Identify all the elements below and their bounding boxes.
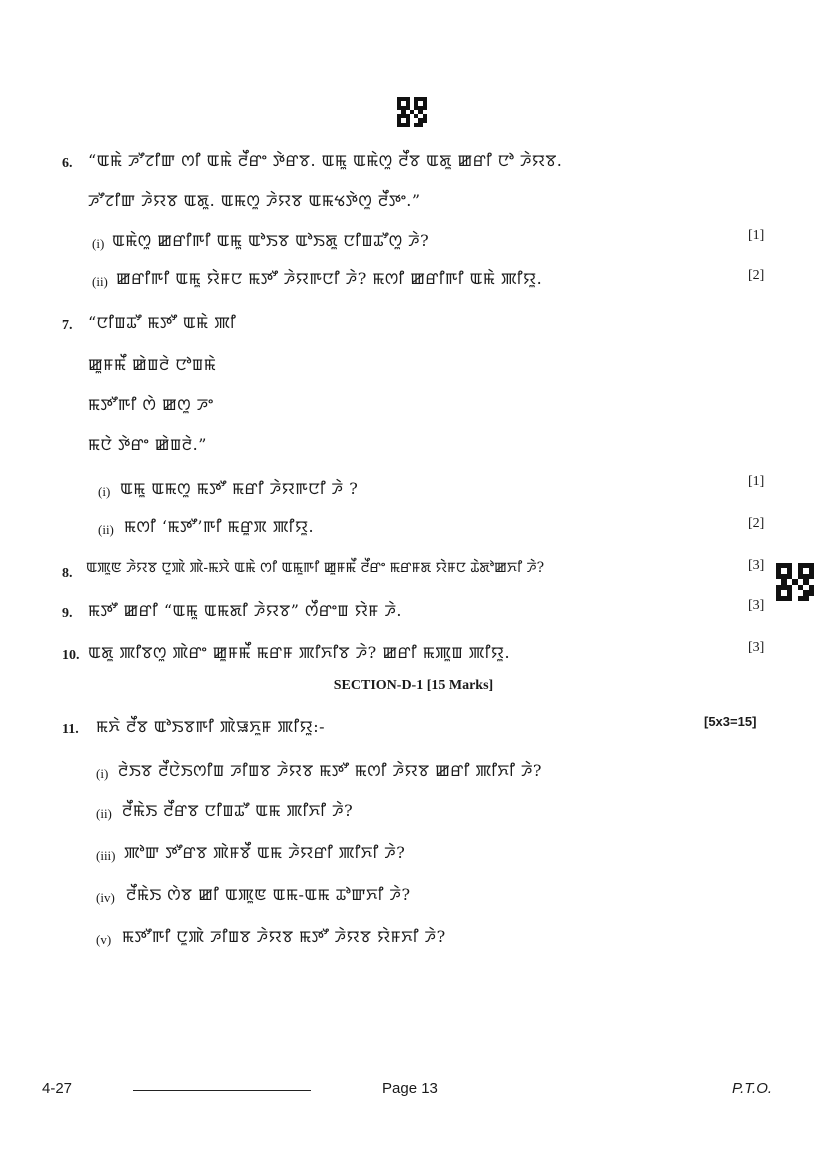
sub-label: (ii) <box>92 274 108 289</box>
sub-question-text: ꯑꯃꯥꯁꯨ ꯀꯔꯤꯒꯤ ꯑꯃꯨ ꯑꯣꯏꯕ ꯑꯣꯏꯗꯨ ꯅꯤꯡꯊꯧꯁꯨ ꯍꯥ? <box>112 231 430 250</box>
sub-question-text: ꯂꯩꯃꯥꯏ ꯂꯩꯔꯕ ꯅꯤꯡꯊꯧ ꯑꯃ ꯄꯤꯈꯤ ꯍꯥ? <box>122 801 354 820</box>
question-text: ꯃꯅꯥ ꯇꯥꯔꯦ ꯀꯥꯡꯂꯥ.” <box>88 435 207 454</box>
question-number: 10. <box>62 648 80 663</box>
qr-code-icon <box>776 563 814 601</box>
sub-question-text: ꯃꯇꯧꯒꯤ ꯅꯨꯄꯥ ꯍꯤꯡꯕ ꯍꯥꯌꯕ ꯃꯇꯧ ꯍꯥꯌꯕ ꯌꯥꯝꯈꯤ ꯍꯥ? <box>122 927 446 946</box>
question-number: 11. <box>62 722 79 737</box>
pto-label: P.T.O. <box>732 1080 773 1097</box>
sub-label: (v) <box>96 932 112 947</box>
sub-label: (i) <box>98 484 111 499</box>
sub-label: (iv) <box>96 890 115 905</box>
marks: [5x3=15] <box>704 714 757 729</box>
question-number: 7. <box>62 318 73 333</box>
marks: [1] <box>748 474 765 489</box>
sub-question-text: ꯂꯩꯃꯥꯏ ꯁꯥꯕ ꯀꯤ ꯑꯄꯨꯟ ꯑꯃ-ꯑꯃ ꯊꯣꯛꯈꯤ ꯍꯥ? <box>126 885 411 904</box>
page-number: Page 13 <box>382 1080 438 1097</box>
sub-question-text: ꯀꯔꯤꯒꯤ ꯑꯃꯨ ꯌꯥꯝꯅ ꯃꯇꯧ ꯍꯥꯌꯒꯅꯤ ꯍꯥ? ꯃꯁꯤ ꯀꯔꯤꯒꯤ ꯑꯃꯥ ꯄꯤꯌꯨ. <box>116 269 543 288</box>
question-text: “ꯅꯤꯡꯊꯧ ꯃꯇꯧ ꯑꯃꯥ ꯄꯤ <box>88 313 237 332</box>
question-text: ꯀꯨꯝꯃꯩ ꯀꯥꯡꯂꯥ ꯅꯣꯡꯃꯥ <box>88 355 217 374</box>
marks: [3] <box>748 640 765 655</box>
question-text: ꯃꯇꯧ ꯀꯔꯤ “ꯑꯃꯨ ꯑꯃꯗꯤ ꯍꯥꯌꯕ” ꯁꯩꯔꯦꯡ ꯌꯥꯝ ꯍꯥ. <box>88 601 403 620</box>
question-text: ꯑꯄꯨꯟ ꯍꯥꯌꯕ ꯅꯨꯄꯥ ꯄꯥ-ꯃꯆꯥ ꯑꯃꯥ ꯁꯤ ꯑꯃꯨꯒꯤ ꯀꯨꯝꯃꯩ ꯂꯩꯔꯦ ꯃꯔꯝꯗ ꯌꯥꯝꯅ ꯊꯥꯗꯣꯀꯈꯤ ꯍꯥ? <box>86 560 545 576</box>
sub-label: (iii) <box>96 848 116 863</box>
section-title: SECTION-D-1 [15 Marks] <box>333 678 494 693</box>
marks: [3] <box>748 598 765 613</box>
question-text: ꯃꯇꯧꯒꯤ ꯁꯥ ꯀꯁꯨ ꯍꯦ <box>88 395 214 414</box>
question-number: 8. <box>62 566 73 581</box>
sub-question-text: ꯄꯣꯛ ꯇꯧꯔꯕ ꯄꯥꯝꯕꯩ ꯑꯃ ꯍꯥꯌꯔꯤ ꯄꯤꯈꯤ ꯍꯥ? <box>124 843 406 862</box>
paper-code: 4-27 <box>42 1080 73 1097</box>
marks: [2] <box>748 268 765 283</box>
sub-question-text: ꯑꯃꯨ ꯑꯃꯁꯨ ꯃꯇꯧ ꯃꯔꯤ ꯍꯥꯌꯒꯅꯤ ꯍꯥ ? <box>120 479 359 498</box>
qr-code-icon <box>397 97 427 127</box>
sub-label: (ii) <box>98 522 114 537</box>
question-number: 9. <box>62 606 73 621</box>
marks: [2] <box>748 516 765 531</box>
marks: [1] <box>748 228 765 243</box>
sub-label: (i) <box>96 766 109 781</box>
marks: [3] <box>748 558 765 573</box>
footer-divider <box>133 1090 311 1091</box>
question-text: “ꯑꯃꯥ ꯍꯧꯖꯤꯛ ꯁꯤ ꯑꯃꯥ ꯂꯩꯔꯦ ꯇꯥꯔꯕ. ꯑꯃꯨ ꯑꯃꯥꯁꯨ ꯂꯩꯕ ꯑꯗꯨ ꯀꯔꯤ ꯅꯣ ꯍꯥꯌꯕ. <box>88 151 563 170</box>
question-number: 6. <box>62 156 73 171</box>
question-text: ꯑꯗꯨ ꯄꯤꯕꯁꯨ ꯄꯥꯔꯦ ꯀꯨꯝꯃꯩ ꯃꯔꯝ ꯄꯤꯈꯤꯕ ꯍꯥ? ꯀꯔꯤ ꯃꯄꯨꯡ ꯄꯤꯌꯨ. <box>88 643 511 662</box>
sub-question-text: ꯃꯁꯤ ‘ꯃꯇꯧ’ꯒꯤ ꯃꯔꯨꯞ ꯄꯤꯌꯨ. <box>124 517 315 536</box>
sub-label: (i) <box>92 236 105 251</box>
sub-label: (ii) <box>96 806 112 821</box>
question-text: ꯍꯧꯖꯤꯛ ꯍꯥꯌꯕ ꯑꯗꯨ. ꯑꯃꯁꯨ ꯍꯥꯌꯕ ꯑꯃꯠꯇꯥꯁꯨ ꯂꯩꯇꯦ.” <box>88 191 421 210</box>
sub-question-text: ꯂꯥꯏꯕ ꯂꯩꯅꯥꯏꯁꯤꯡ ꯍꯤꯡꯕ ꯍꯥꯌꯕ ꯃꯇꯧ ꯃꯁꯤ ꯍꯥꯌꯕ ꯀꯔꯤ ꯄꯤꯈꯤ ꯍꯥ? <box>118 761 543 780</box>
question-text: ꯃꯈꯥ ꯂꯩꯕ ꯑꯣꯏꯕꯒꯤ ꯄꯥꯎꯈꯨꯝ ꯄꯤꯌꯨ:- <box>96 717 325 736</box>
